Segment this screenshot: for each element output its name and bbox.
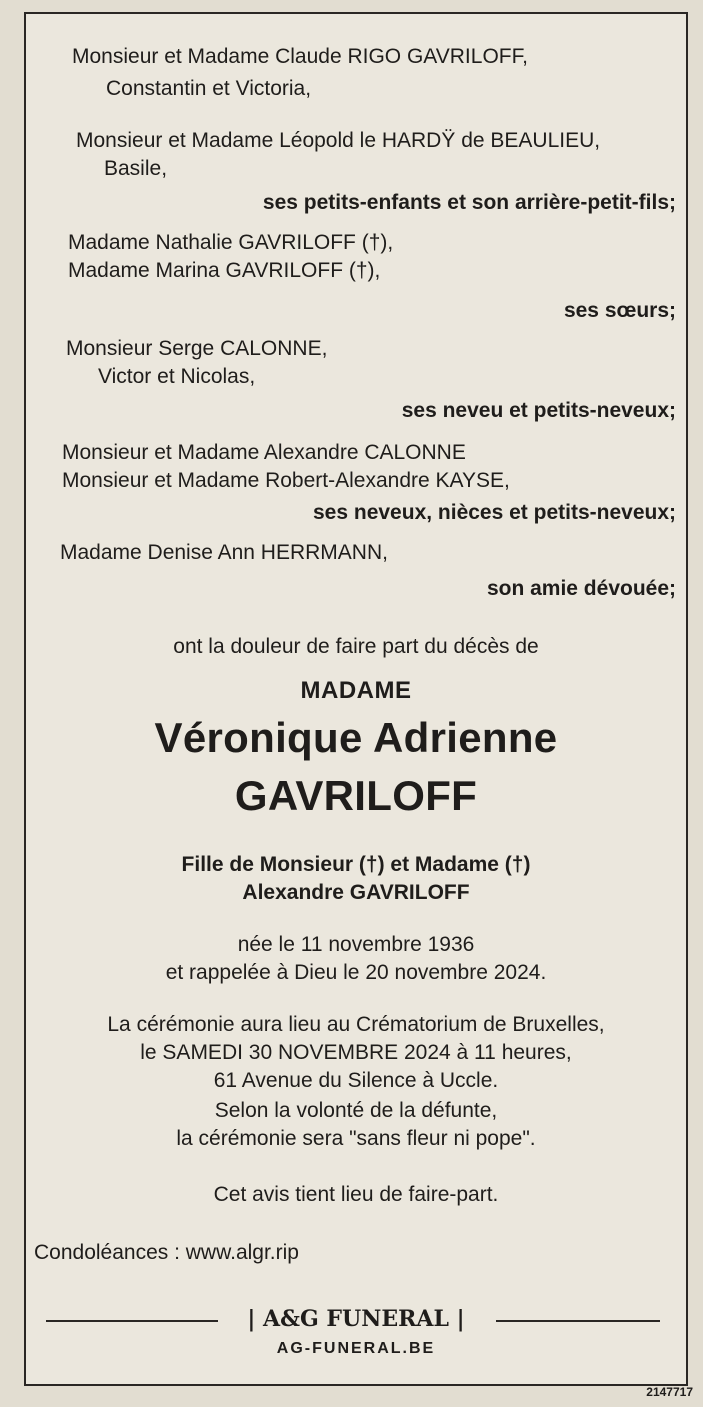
relation-line: ses neveux, nièces et petits-neveux; bbox=[313, 501, 676, 524]
funeral-website: AG-FUNERAL.BE bbox=[276, 1340, 436, 1357]
relation-line: ses neveu et petits-neveux; bbox=[401, 399, 676, 422]
family-line: Madame Marina GAVRILOFF (†), bbox=[68, 259, 381, 282]
family-line: Madame Nathalie GAVRILOFF (†), bbox=[68, 231, 394, 254]
footer-rule-right bbox=[496, 1320, 660, 1322]
birth-date: née le 11 novembre 1936 bbox=[237, 933, 475, 956]
family-line: Basile, bbox=[104, 157, 168, 180]
notice-line: Cet avis tient lieu de faire-part. bbox=[213, 1183, 499, 1206]
condolences-line: Condoléances : www.algr.rip bbox=[34, 1241, 299, 1264]
reference-number: 2147717 bbox=[646, 1385, 693, 1399]
family-line: Monsieur et Madame Alexandre CALONNE bbox=[62, 441, 466, 464]
death-date: et rappelée à Dieu le 20 novembre 2024. bbox=[165, 961, 547, 984]
parents-line: Alexandre GAVRILOFF bbox=[242, 881, 470, 904]
ceremony-line: la cérémonie sera "sans fleur ni pope". bbox=[176, 1127, 536, 1150]
relation-line: ses petits-enfants et son arrière-petit-fils; bbox=[262, 191, 676, 214]
ceremony-line: Selon la volonté de la défunte, bbox=[214, 1099, 498, 1122]
deceased-surname: GAVRILOFF bbox=[234, 772, 478, 819]
announcement-intro: ont la douleur de faire part du décès de bbox=[173, 635, 539, 658]
family-line: Monsieur et Madame Claude RIGO GAVRILOFF, bbox=[72, 45, 528, 68]
family-line: Madame Denise Ann HERRMANN, bbox=[60, 541, 388, 564]
relation-line: son amie dévouée; bbox=[486, 577, 676, 600]
parents-line: Fille de Monsieur (†) et Madame (†) bbox=[181, 853, 531, 876]
family-line: Victor et Nicolas, bbox=[98, 365, 256, 388]
ceremony-line: La cérémonie aura lieu au Crématorium de Bruxelles, bbox=[107, 1013, 605, 1036]
deceased-title: MADAME bbox=[300, 677, 412, 704]
ceremony-line: 61 Avenue du Silence à Uccle. bbox=[213, 1069, 499, 1092]
deceased-name: Véronique Adrienne bbox=[154, 714, 558, 761]
family-line: Constantin et Victoria, bbox=[106, 77, 312, 100]
family-line: Monsieur et Madame Robert-Alexandre KAYSE, bbox=[62, 469, 510, 492]
funeral-brand-logo: | A&G FUNERAL | bbox=[247, 1306, 465, 1332]
ceremony-line: le SAMEDI 30 NOVEMBRE 2024 à 11 heures, bbox=[140, 1041, 572, 1064]
obituary-notice bbox=[24, 12, 688, 1386]
relation-line: ses sœurs; bbox=[563, 299, 676, 322]
family-line: Monsieur Serge CALONNE, bbox=[66, 337, 328, 360]
family-line: Monsieur et Madame Léopold le HARDŸ de BEAULIEU, bbox=[76, 129, 601, 152]
